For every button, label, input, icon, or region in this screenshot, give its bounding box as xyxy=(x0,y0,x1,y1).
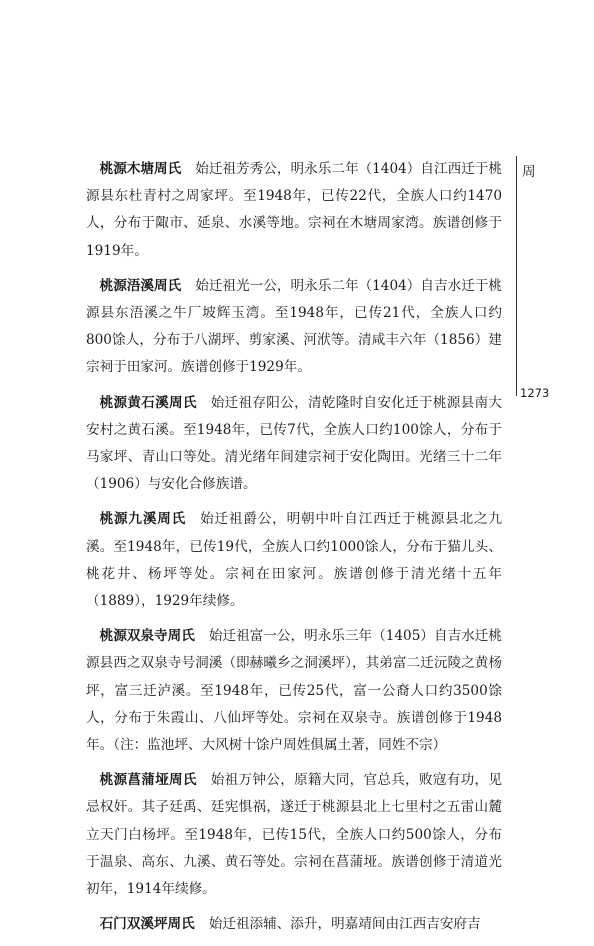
entry-paragraph xyxy=(86,156,502,265)
entry-heading: 石门双溪坪周氏 xyxy=(99,916,195,933)
entry-paragraph xyxy=(86,506,502,615)
entry-heading: 桃源九溪周氏 xyxy=(99,511,187,528)
clan-entry xyxy=(86,911,502,938)
document-body xyxy=(86,156,502,946)
entry-text: 始迁祖存阳公，清乾隆时自安化迁于桃源县南大安村之黄石溪。至1948年，已传7代，全族人口约100馀人，分布于马家坪、青山口等处。清光绪年间建宗祠于安化陶田。光绪三十二年（1906）与安化合修族谱。 xyxy=(86,394,503,493)
entry-heading: 桃源浯溪周氏 xyxy=(99,277,182,294)
entry-paragraph xyxy=(86,273,502,382)
entry-heading: 桃源双泉寺周氏 xyxy=(99,628,195,645)
clan-entry xyxy=(86,506,502,615)
surname-section-label: 周 xyxy=(522,164,536,180)
entry-heading: 桃源菖蒲垭周氏 xyxy=(99,772,197,789)
clan-entry xyxy=(86,623,502,759)
entry-text: 始迁祖光一公，明永乐二年（1404）自吉水迁于桃源县东浯溪之牛厂坡辉玉湾。至1948年，已传21代，全族人口约800馀人，分布于八湖坪、剪家溪、河洑等。清咸丰六年（1856）建宗祠于田家河。族谱创修于1929年。 xyxy=(86,277,503,376)
clan-entry xyxy=(86,390,502,499)
entry-text: 始祖万钟公，原籍大同，官总兵，败寇有功，见忌权奸。其子廷禹、廷宪惧祸，遂迁于桃源县北上七里村之五雷山麓立天门白杨坪。至1948年，已传15代，全族人口约500馀人，分布于温泉、高东、九溪、黄石等处。宗祠在菖蒲垭。族谱创修于清道光初年，1914年续修。 xyxy=(86,772,503,898)
entry-text: 始迁祖爵公，明朝中叶自江西迁于桃源县北之九溪。至1948年，已传19代，全族人口约1000馀人，分布于猫儿头、桃花井、杨坪等处。宗祠在田家河。族谱创修于清光绪十五年（1889），1929年续修。 xyxy=(86,511,503,610)
entry-paragraph xyxy=(86,767,502,903)
entry-text: 始迁祖芳秀公，明永乐二年（1404）自江西迁于桃源县东杜青村之周家坪。至1948年，已传22代，全族人口约1470人，分布于陬市、延泉、水溪等地。宗祠在木塘周家湾。族谱创修于1919年。 xyxy=(86,161,503,259)
entry-heading: 桃源黄石溪周氏 xyxy=(99,394,197,411)
entry-paragraph xyxy=(86,623,502,759)
clan-entry xyxy=(86,273,502,382)
clan-entry xyxy=(86,156,502,265)
entry-paragraph xyxy=(86,911,502,938)
entry-text: 始迁祖富一公，明永乐三年（1405）自吉水迁桃源县西之双泉寺号洞溪（即赫曦乡之洞溪坪），其弟富二迁沅陵之黄杨坪，富三迁泸溪。至1948年，已传25代，富一公裔人口约3500馀人，分布于朱霞山、八仙坪等处。宗祠在双泉寺。族谱创修于1948年。（注：监池坪、大风树十馀户周姓俱属土著，同姓不宗） xyxy=(86,628,503,754)
entry-paragraph xyxy=(86,390,502,499)
margin-rule xyxy=(516,156,517,396)
entry-heading: 桃源木塘周氏 xyxy=(99,161,182,177)
page-number: 1273 xyxy=(520,386,550,400)
entry-text: 始迁祖添辅、添升，明嘉靖间由江西吉安府吉 xyxy=(208,916,481,933)
clan-entry xyxy=(86,767,502,903)
